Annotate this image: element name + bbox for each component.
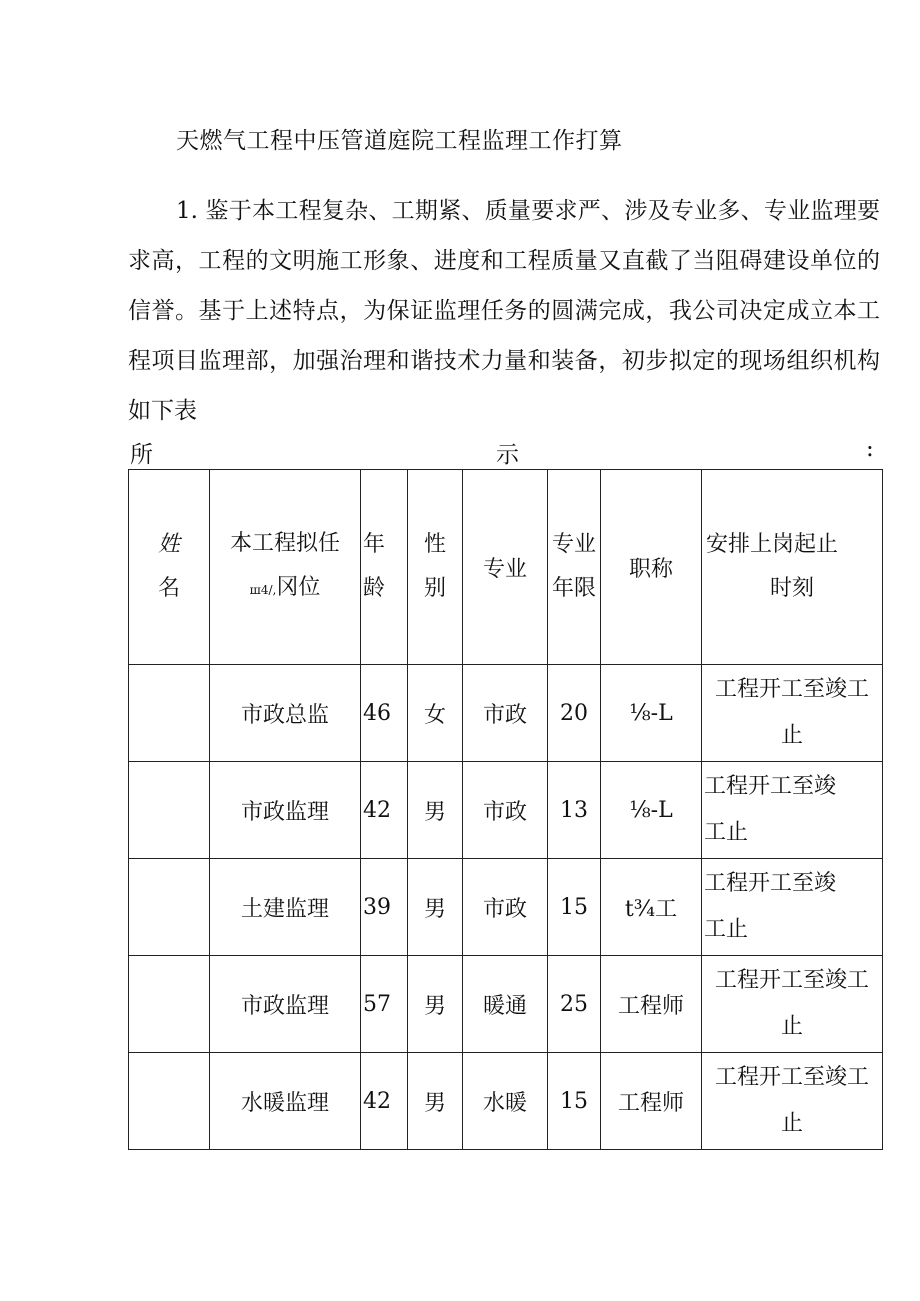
cell-role: 市政监理 [210, 762, 361, 859]
cell-age: 57 [361, 956, 408, 1053]
cell-years: 15 [548, 1053, 601, 1150]
paragraph-line: 信誉。基于上述特点，为保证监理任务的圆满完成，我公司决定成立本工 [128, 298, 880, 324]
cell-period: 工程开工至竣工 止 [702, 665, 883, 762]
cell-name [129, 1053, 210, 1150]
cell-specialty: 市政 [463, 859, 548, 956]
cell-age: 42 [361, 762, 408, 859]
cell-years: 15 [548, 859, 601, 956]
caption-char: : [866, 436, 874, 462]
header-name: 姓 名 [129, 470, 210, 665]
header-role: 本工程拟任 ш4/,冈位 [210, 470, 361, 665]
cell-title: 工程师 [601, 1053, 702, 1150]
table-header-row [129, 470, 883, 665]
cell-title: 工程师 [601, 956, 702, 1053]
cell-name [129, 762, 210, 859]
cell-role: 市政监理 [210, 956, 361, 1053]
cell-gender: 男 [408, 1053, 463, 1150]
cell-gender: 男 [408, 859, 463, 956]
cell-title: t¾工 [601, 859, 702, 956]
table-row [129, 762, 883, 859]
caption-char: 示 [496, 442, 519, 468]
header-age: 年 龄 [361, 470, 408, 665]
cell-name [129, 956, 210, 1053]
cell-period: 工程开工至竣工 止 [702, 1053, 883, 1150]
cell-years: 25 [548, 956, 601, 1053]
paragraph-line: 如下表 [128, 398, 197, 424]
header-period: 安排上岗起止 时刻 [702, 470, 883, 665]
header-years: 专业 年限 [548, 470, 601, 665]
cell-age: 42 [361, 1053, 408, 1150]
caption-char: 所 [130, 442, 153, 468]
cell-period: 工程开工至竣 工止 [702, 859, 883, 956]
cell-years: 20 [548, 665, 601, 762]
cell-title: ⅛-L [601, 665, 702, 762]
cell-specialty: 水暖 [463, 1053, 548, 1150]
cell-role: 土建监理 [210, 859, 361, 956]
cell-years: 13 [548, 762, 601, 859]
cell-specialty: 暖通 [463, 956, 548, 1053]
cell-name [129, 859, 210, 956]
cell-gender: 女 [408, 665, 463, 762]
table-caption [128, 436, 878, 468]
table-row [129, 1053, 883, 1150]
cell-gender: 男 [408, 762, 463, 859]
cell-period: 工程开工至竣工 止 [702, 956, 883, 1053]
header-title: 职称 [601, 470, 702, 665]
cell-role: 水暖监理 [210, 1053, 361, 1150]
cell-title: ⅛-L [601, 762, 702, 859]
cell-age: 39 [361, 859, 408, 956]
header-specialty: 专业 [463, 470, 548, 665]
cell-specialty: 市政 [463, 762, 548, 859]
cell-specialty: 市政 [463, 665, 548, 762]
paragraph-line: 求高，工程的文明施工形象、进度和工程质量又直截了当阻碍建设单位的 [128, 248, 880, 274]
document-title: 天燃气工程中压管道庭院工程监理工作打算 [176, 128, 623, 154]
cell-gender: 男 [408, 956, 463, 1053]
cell-role: 市政总监 [210, 665, 361, 762]
header-gender: 性 别 [408, 470, 463, 665]
staff-table [128, 469, 883, 1150]
cell-age: 46 [361, 665, 408, 762]
table-row [129, 859, 883, 956]
table-row [129, 665, 883, 762]
cell-name [129, 665, 210, 762]
cell-period: 工程开工至竣 工止 [702, 762, 883, 859]
paragraph-line: 1. 鉴于本工程复杂、工期紧、质量要求严、涉及专业多、专业监理要 [176, 198, 880, 224]
intro-paragraph [128, 186, 880, 436]
table-row [129, 956, 883, 1053]
paragraph-line: 程项目监理部，加强治理和谐技术力量和装备，初步拟定的现场组织机构 [128, 348, 880, 374]
